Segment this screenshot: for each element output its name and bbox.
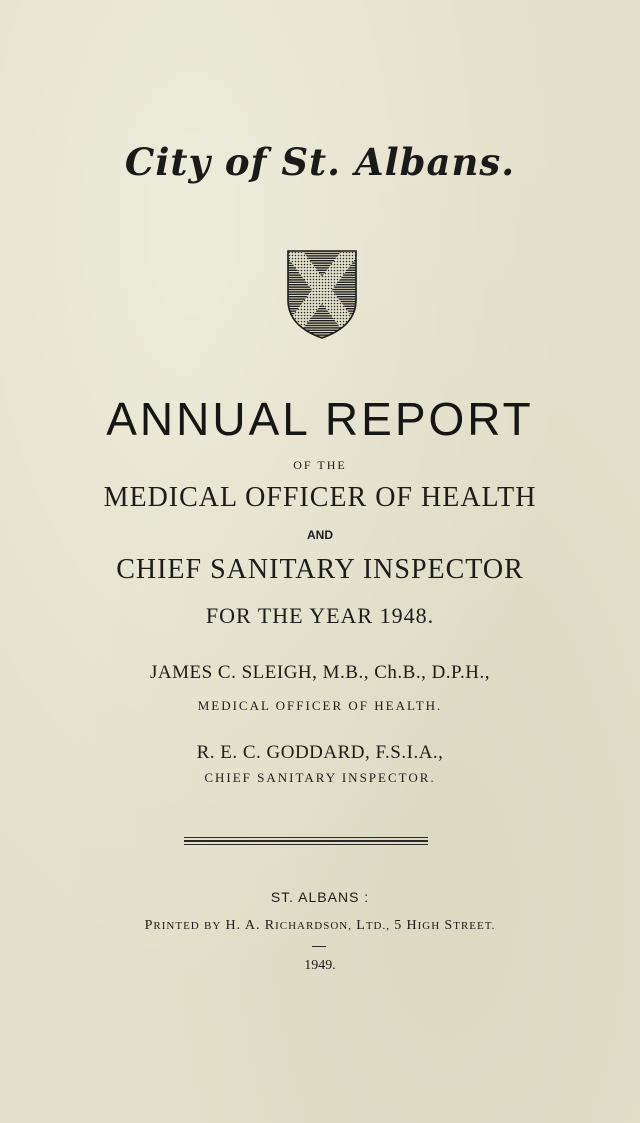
printer-word: 5 [394, 918, 403, 933]
short-dash-rule [312, 946, 326, 947]
publication-place: ST. ALBANS : [270, 889, 370, 905]
report-year-line: FOR THE YEAR 1948. [205, 603, 435, 628]
printer-word: P [144, 918, 154, 933]
printer-word: RINTED [153, 920, 200, 932]
office-medical-officer: MEDICAL OFFICER OF HEALTH [103, 482, 537, 513]
printer-word: ICHARDSON, [275, 920, 352, 932]
author-1-name: JAMES C. SLEIGH, M.B., Ch.B., D.P.H., [150, 662, 490, 683]
printer-word: TREET. [453, 920, 496, 932]
printer-word: H. A. [225, 918, 261, 933]
author-1-title: MEDICAL OFFICER OF HEALTH. [197, 698, 443, 713]
divider-rule [184, 837, 428, 838]
printer-word: IGH [417, 920, 441, 932]
of-the-label: OF THE [293, 458, 347, 472]
main-title: ANNUAL REPORT [106, 393, 534, 445]
printer-word: R [264, 918, 276, 933]
divider-rule [184, 840, 428, 842]
print-year: 1949. [304, 958, 336, 973]
printer-word: L [356, 918, 366, 933]
printer-imprint [0, 917, 640, 934]
author-2-title: CHIEF SANITARY INSPECTOR. [204, 770, 436, 785]
printer-word: BY [203, 920, 222, 932]
author-2-name: R. E. C. GODDARD, F.S.I.A., [196, 742, 444, 763]
divider-rule [184, 844, 428, 845]
printer-word: S [444, 918, 454, 933]
office-sanitary-inspector: CHIEF SANITARY INSPECTOR [116, 554, 524, 585]
printer-word: TD., [365, 920, 390, 932]
printer-word: H [406, 918, 418, 933]
city-title: City of St. Albans. [124, 140, 516, 184]
and-label: AND [307, 528, 333, 542]
st-albans-saltire-shield-icon [285, 248, 359, 340]
